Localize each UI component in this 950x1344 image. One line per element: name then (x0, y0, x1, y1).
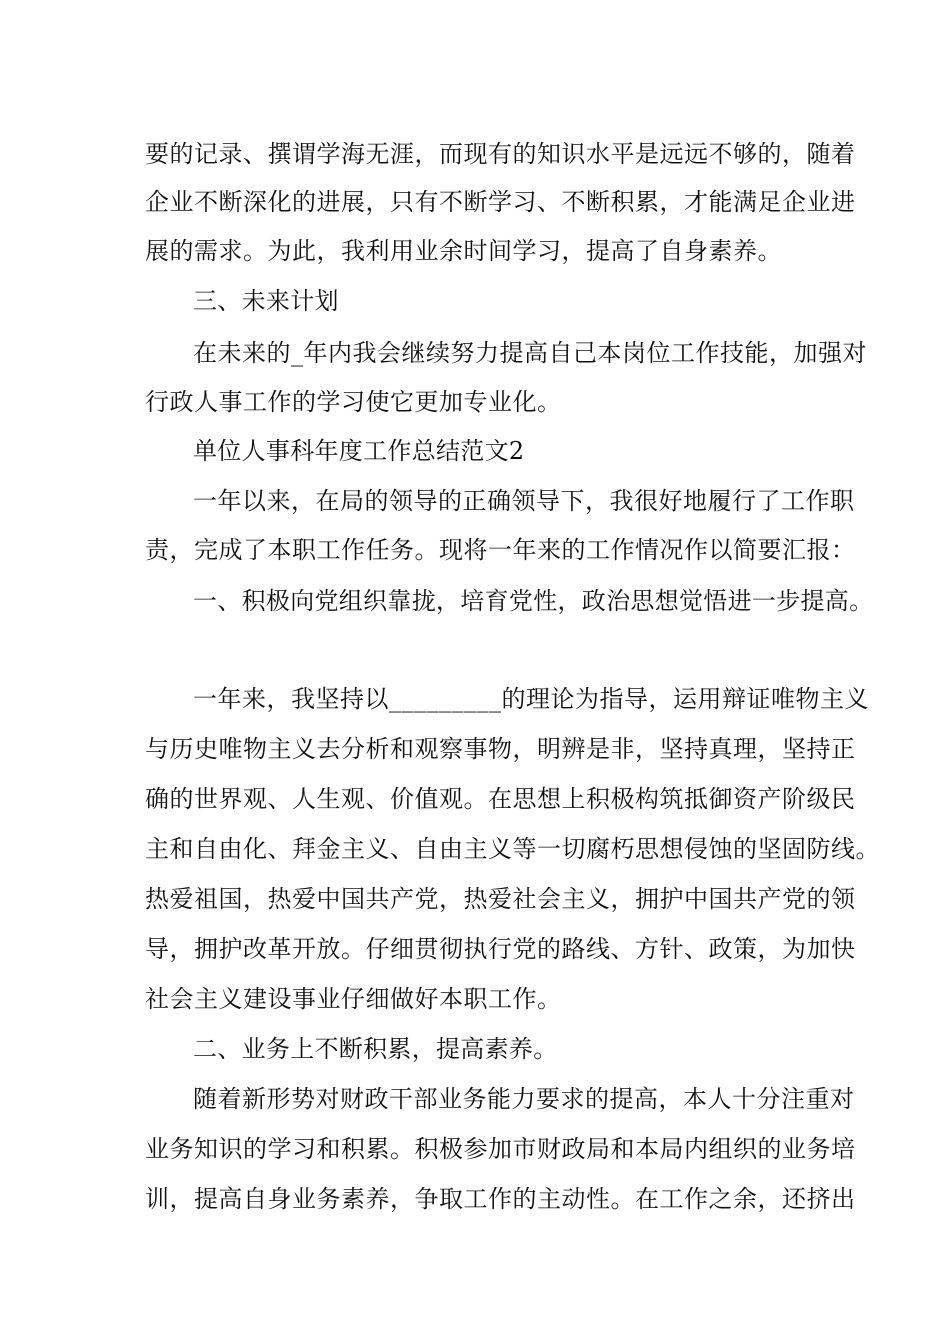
body-text-line: 责，完成了本职工作任务。现将一年来的工作情况作以简要汇报： (145, 536, 856, 564)
body-text-line: 在未来的_年内我会继续努力提高自己本岗位工作技能，加强对 (193, 339, 867, 367)
body-text-line: 与历史唯物主义去分析和观察事物，明辨是非，坚持真理，坚持正 (145, 735, 856, 763)
body-text-line: 主和自由化、拜金主义、自由主义等一切腐朽思想侵蚀的坚固防线。 (145, 835, 880, 863)
body-text-line: 热爱祖国，热爱中国共产党，热爱社会主义，拥护中国共产党的领 (145, 885, 856, 913)
body-text-line: 要的记录、撰谓学海无涯，而现有的知识水平是远远不够的，随着 (145, 140, 856, 168)
section-heading: 一、积极向党组织靠拢，培育党性，政治思想觉悟进一步提高。 (193, 587, 874, 615)
body-text-line: 训，提高自身业务素养，争取工作的主动性。在工作之余，还挤出 (145, 1185, 856, 1213)
section-heading: 三、未来计划 (193, 287, 339, 315)
body-text-line: 社会主义建设事业仔细做好本职工作。 (145, 985, 562, 1013)
body-text-line: 一年以来，在局的领导的正确领导下，我很好地履行了工作职 (193, 487, 855, 515)
body-text-line: 确的世界观、人生观、价值观。在思想上积极构筑抵御资产阶级民 (145, 785, 856, 813)
body-text-line: 展的需求。为此，我利用业余时间学习，提高了自身素养。 (145, 237, 782, 265)
body-text-line: 一年来，我坚持以_________的理论为指导，运用辩证唯物主义 (193, 685, 869, 713)
body-text-line: 导，拥护改革开放。仔细贯彻执行党的路线、方针、政策，为加快 (145, 935, 856, 963)
body-text-line: 随着新形势对财政干部业务能力要求的提高，本人十分注重对 (193, 1085, 855, 1113)
body-text-line: 业务知识的学习和积累。积极参加市财政局和本局内组织的业务培 (145, 1135, 856, 1163)
body-text-line: 行政人事工作的学习使它更加专业化。 (145, 388, 562, 416)
document-title: 单位人事科年度工作总结范文2 (193, 437, 525, 465)
body-text-line: 企业不断深化的进展，只有不断学习、不断积累，才能满足企业进 (145, 188, 856, 216)
section-heading: 二、业务上不断积累，提高素养。 (193, 1035, 558, 1063)
